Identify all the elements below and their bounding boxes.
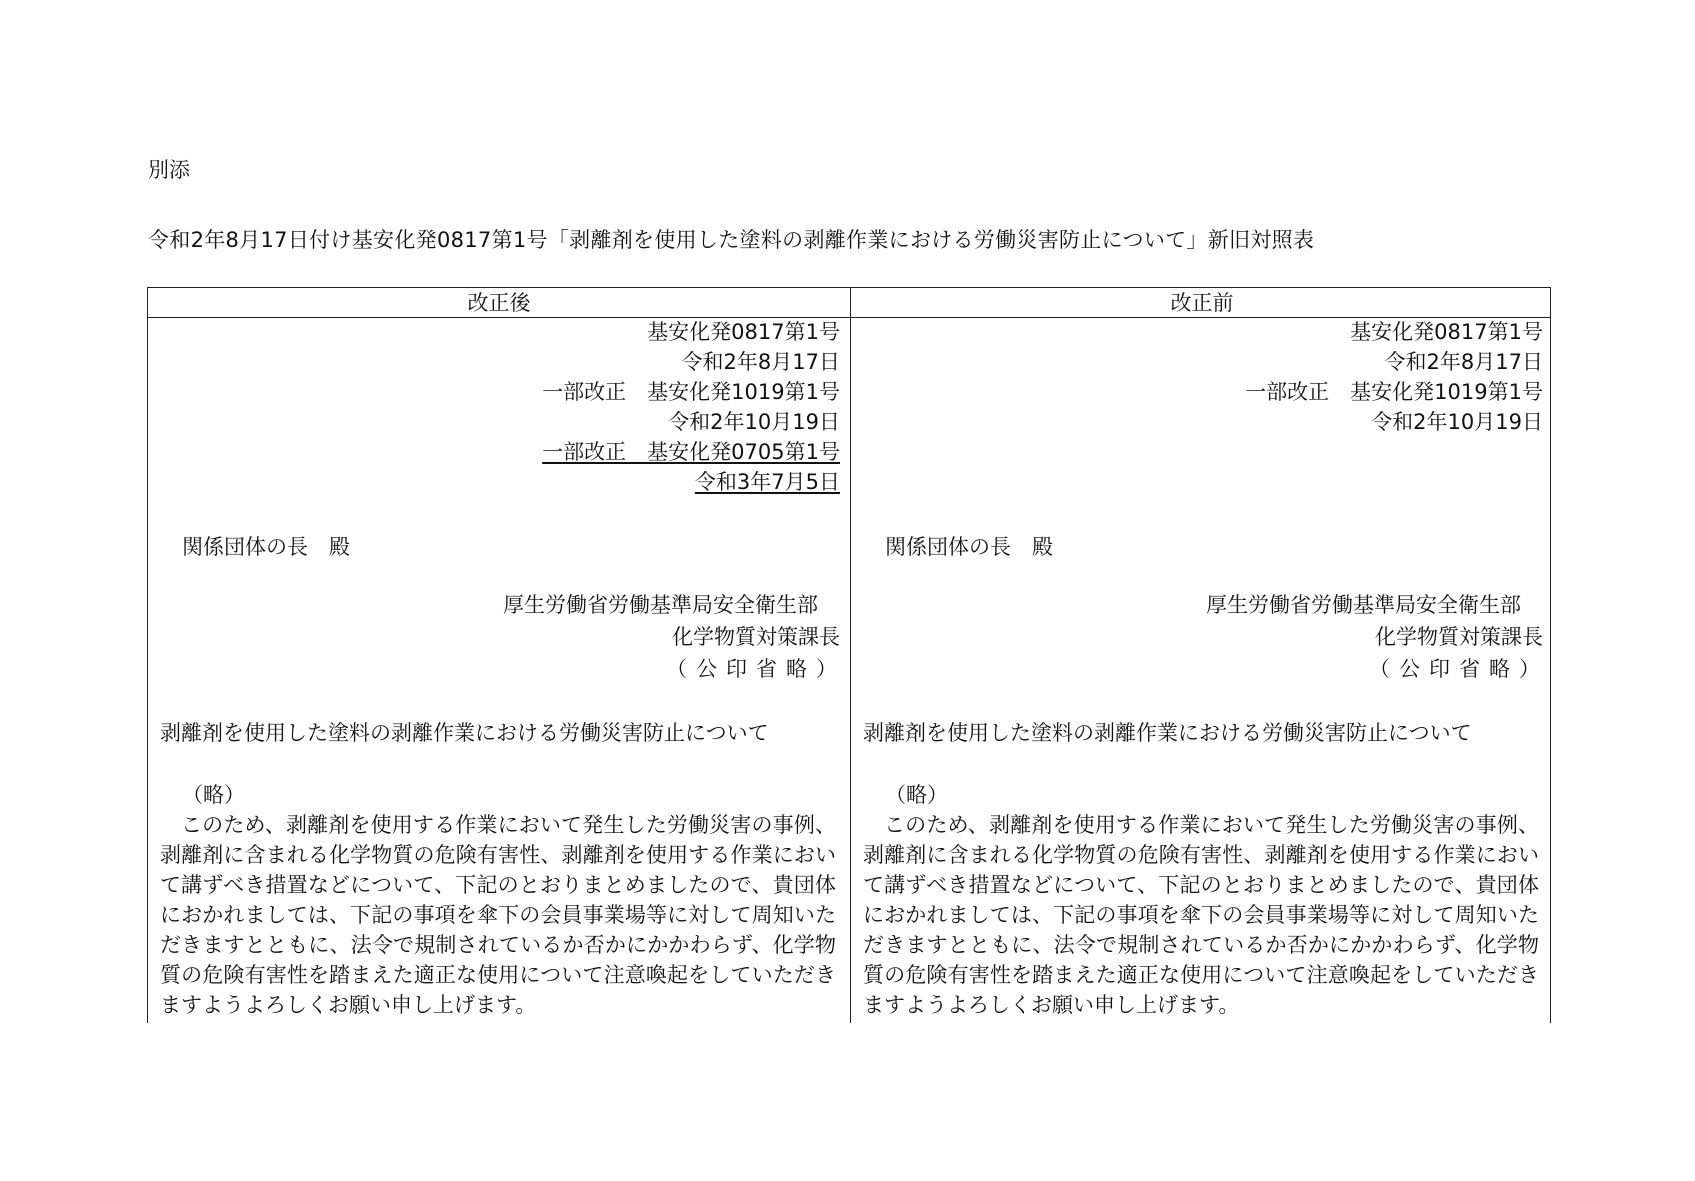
column-heading-after: 改正後: [467, 291, 531, 315]
amendment-1-date: 令和2年10月19日: [1371, 410, 1543, 434]
notice-number: 基安化発0817第1号: [1350, 320, 1543, 344]
column-after-revision: [148, 288, 850, 1023]
attachment-label: 別添: [148, 158, 190, 182]
column-heading-before: 改正前: [1170, 291, 1234, 315]
sender-title: 化学物質対策課長: [672, 625, 840, 649]
sender-department: 厚生労働省労働基準局安全衛生部: [503, 593, 818, 617]
amendment-2-date: 令和3年7月5日: [694, 470, 840, 494]
sender-title: 化学物質対策課長: [1375, 625, 1543, 649]
body-paragraph: このため、剥離剤を使用する作業において発生した労働災害の事例、剥離剤に含まれる化学物質の危険有害性、剥離剤を使用する作業において講ずべき措置などについて、下記のとおりまとめましたので、貴団体におかれましては、下記の事項を傘下の会員事業場等に対して周知いただきますとともに、法令で規制されているか否かにかかわらず、化学物質の危険有害性を踏まえた適正な使用について注意喚起をしていただきますようよろしくお願い申し上げます。: [160, 813, 836, 1017]
omitted-note: （略）: [182, 783, 245, 807]
document-title: 令和2年8月17日付け基安化発0817第1号「剥離剤を使用した塗料の剥離作業における労働災害防止について」新旧対照表: [148, 228, 1315, 252]
column-before-revision: [851, 288, 1553, 1023]
amendment-1-date: 令和2年10月19日: [668, 410, 840, 434]
issue-date: 令和2年8月17日: [1384, 350, 1543, 374]
comparison-table: [147, 287, 1551, 1023]
amendment-2: 一部改正 基安化発0705第1号: [542, 440, 840, 464]
omitted-note: （略）: [885, 783, 948, 807]
seal-omitted-note: （公印省略）: [666, 657, 846, 681]
addressee: 関係団体の長 殿: [182, 535, 350, 559]
amendment-1: 一部改正 基安化発1019第1号: [542, 380, 840, 404]
sender-department: 厚生労働省労働基準局安全衛生部: [1206, 593, 1521, 617]
addressee: 関係団体の長 殿: [885, 535, 1053, 559]
issue-date: 令和2年8月17日: [681, 350, 840, 374]
body-paragraph: このため、剥離剤を使用する作業において発生した労働災害の事例、剥離剤に含まれる化学物質の危険有害性、剥離剤を使用する作業において講ずべき措置などについて、下記のとおりまとめましたので、貴団体におかれましては、下記の事項を傘下の会員事業場等に対して周知いただきますとともに、法令で規制されているか否かにかかわらず、化学物質の危険有害性を踏まえた適正な使用について注意喚起をしていただきますようよろしくお願い申し上げます。: [863, 813, 1539, 1017]
subject-line: 剥離剤を使用した塗料の剥離作業における労働災害防止について: [863, 721, 1472, 745]
subject-line: 剥離剤を使用した塗料の剥離作業における労働災害防止について: [160, 721, 769, 745]
notice-number: 基安化発0817第1号: [647, 320, 840, 344]
seal-omitted-note: （公印省略）: [1369, 657, 1549, 681]
amendment-1: 一部改正 基安化発1019第1号: [1245, 380, 1543, 404]
